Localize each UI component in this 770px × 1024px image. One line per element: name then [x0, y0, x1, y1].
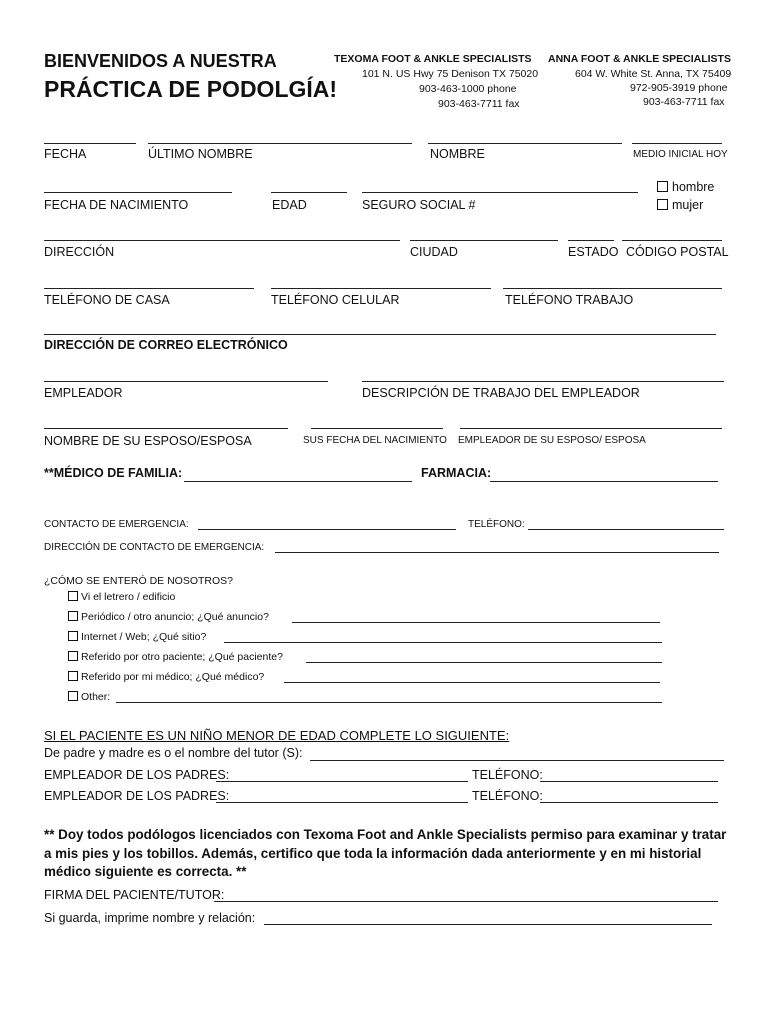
- nombre-label: NOMBRE: [430, 147, 485, 161]
- fecha-line[interactable]: [44, 143, 136, 144]
- checkbox-icon: [68, 591, 78, 601]
- telefono-padres-line-2[interactable]: [540, 802, 718, 803]
- telefono-padres-label-1: TELÉFONO:: [472, 768, 543, 782]
- referral-option-medico[interactable]: [68, 671, 264, 683]
- codigo-postal-label: CÓDIGO POSTAL: [626, 245, 729, 259]
- referral-option-paciente[interactable]: [68, 651, 283, 663]
- office1-fax: 903-463-7711 fax: [438, 98, 520, 110]
- estado-label: ESTADO: [568, 245, 619, 259]
- referral-question: ¿CÓMO SE ENTERÓ DE NOSOTROS?: [44, 575, 234, 587]
- referral-option-letrero[interactable]: [68, 591, 175, 603]
- page-title: PRÁCTICA DE PODOLGÍA!: [44, 76, 338, 102]
- office2-fax: 903-463-7711 fax: [643, 96, 725, 108]
- referral-option-periodico[interactable]: [68, 611, 269, 623]
- mujer-checkbox[interactable]: [657, 198, 703, 212]
- referral-option-label: Referido por mi médico; ¿Qué médico?: [81, 671, 265, 683]
- guarda-line[interactable]: [264, 924, 712, 925]
- other-line[interactable]: [116, 702, 662, 703]
- codigo-postal-line[interactable]: [622, 240, 722, 241]
- esposo-nacimiento-label: SUS FECHA DEL NACIMIENTO: [303, 435, 447, 446]
- referral-option-label: Internet / Web; ¿Qué sitio?: [81, 631, 207, 643]
- telefono-emergencia-label: TELÉFONO:: [468, 519, 525, 530]
- medio-inicial-line[interactable]: [632, 143, 722, 144]
- correo-label: DIRECCIÓN DE CORREO ELECTRÓNICO: [44, 338, 288, 352]
- checkbox-icon: [68, 671, 78, 681]
- farmacia-label: FARMACIA:: [421, 466, 492, 480]
- referral-option-internet[interactable]: [68, 631, 206, 643]
- office2-phone: 972-905-3919 phone: [630, 82, 728, 94]
- checkbox-icon: [68, 611, 78, 621]
- correo-line[interactable]: [44, 334, 716, 335]
- direccion-contacto-line[interactable]: [275, 552, 719, 553]
- medio-inicial-label: MEDIO INICIAL HOY: [633, 149, 728, 160]
- checkbox-icon: [657, 181, 668, 192]
- referral-option-label: Vi el letrero / edificio: [81, 591, 176, 603]
- telefono-padres-line-1[interactable]: [540, 781, 718, 782]
- desc-trabajo-line[interactable]: [362, 381, 724, 382]
- esposo-line[interactable]: [44, 428, 288, 429]
- esposo-empleador-line[interactable]: [460, 428, 722, 429]
- ultimo-nombre-label: ÚLTIMO NOMBRE: [148, 147, 253, 161]
- firma-line[interactable]: [214, 901, 718, 902]
- tel-casa-line[interactable]: [44, 288, 254, 289]
- hombre-label: hombre: [672, 180, 715, 194]
- estado-line[interactable]: [568, 240, 614, 241]
- office1-address: 101 N. US Hwy 75 Denison TX 75020: [362, 68, 539, 80]
- checkbox-icon: [657, 199, 668, 210]
- periodico-line[interactable]: [292, 622, 660, 623]
- farmacia-line[interactable]: [490, 481, 718, 482]
- ultimo-nombre-line[interactable]: [148, 143, 412, 144]
- empleador-padres-line-1[interactable]: [216, 781, 468, 782]
- empleador-padres-label-2: EMPLEADOR DE LOS PADRES:: [44, 789, 230, 803]
- telefono-emergencia-line[interactable]: [528, 529, 724, 530]
- referral-option-label: Referido por otro paciente; ¿Qué paciente?: [81, 651, 283, 663]
- edad-label: EDAD: [272, 198, 307, 212]
- office2-address: 604 W. White St. Anna, TX 75409: [575, 68, 732, 80]
- empleador-line[interactable]: [44, 381, 328, 382]
- esposo-empleador-label: EMPLEADOR DE SU ESPOSO/ ESPOSA: [458, 435, 646, 446]
- fecha-label: FECHA: [44, 147, 87, 161]
- referral-option-label: Periódico / otro anuncio; ¿Qué anuncio?: [81, 611, 269, 623]
- office1-phone: 903-463-1000 phone: [419, 83, 517, 95]
- internet-line[interactable]: [224, 642, 662, 643]
- seguro-social-line[interactable]: [362, 192, 638, 193]
- esposo-label: NOMBRE DE SU ESPOSO/ESPOSA: [44, 434, 252, 448]
- medico-line[interactable]: [184, 481, 412, 482]
- tel-celular-label: TELÉFONO CELULAR: [271, 293, 400, 307]
- fecha-nacimiento-line[interactable]: [44, 192, 232, 193]
- direccion-label: DIRECCIÓN: [44, 245, 115, 259]
- empleador-padres-label-1: EMPLEADOR DE LOS PADRES:: [44, 768, 230, 782]
- tutor-label: De padre y madre es o el nombre del tutor (S):: [44, 746, 303, 760]
- esposo-nacimiento-line[interactable]: [311, 428, 443, 429]
- empleador-padres-line-2[interactable]: [216, 802, 468, 803]
- firma-label: FIRMA DEL PACIENTE/TUTOR:: [44, 888, 225, 902]
- tel-casa-label: TELÉFONO DE CASA: [44, 293, 170, 307]
- title-line-1: BIENVENIDOS A NUESTRA: [44, 51, 277, 71]
- referral-option-label: Other:: [81, 691, 111, 703]
- telefono-padres-label-2: TELÉFONO:: [472, 789, 543, 803]
- consent-text: ** Doy todos podólogos licenciados con Texoma Foot and Ankle Specialists permiso para examinar y tratar a mis pies y los tobillos. Además, certifico que toda la información dada anteriormente y en mi historial médico siguiente es correcta. **: [44, 827, 727, 879]
- checkbox-icon: [68, 691, 78, 701]
- hombre-checkbox[interactable]: [657, 180, 714, 194]
- tel-trabajo-label: TELÉFONO TRABAJO: [505, 293, 634, 307]
- office1-name: TEXOMA FOOT & ANKLE SPECIALISTS: [334, 53, 532, 65]
- contacto-emergencia-label: CONTACTO DE EMERGENCIA:: [44, 519, 189, 530]
- fecha-nacimiento-label: FECHA DE NACIMIENTO: [44, 198, 189, 212]
- checkbox-icon: [68, 651, 78, 661]
- medico-ref-line[interactable]: [284, 682, 660, 683]
- paciente-line[interactable]: [306, 662, 662, 663]
- edad-line[interactable]: [271, 192, 347, 193]
- tel-trabajo-line[interactable]: [503, 288, 722, 289]
- direccion-contacto-label: DIRECCIÓN DE CONTACTO DE EMERGENCIA:: [44, 542, 265, 553]
- minor-heading: SI EL PACIENTE ES UN NIÑO MENOR DE EDAD COMPLETE LO SIGUIENTE:: [44, 728, 510, 743]
- referral-option-other[interactable]: [68, 691, 110, 703]
- nombre-line[interactable]: [428, 143, 622, 144]
- contacto-emergencia-line[interactable]: [198, 529, 456, 530]
- ciudad-line[interactable]: [410, 240, 558, 241]
- tel-celular-line[interactable]: [271, 288, 491, 289]
- direccion-line[interactable]: [44, 240, 400, 241]
- medico-label: **MÉDICO DE FAMILIA:: [44, 466, 183, 480]
- office2-name: ANNA FOOT & ANKLE SPECIALISTS: [548, 53, 731, 65]
- ciudad-label: CIUDAD: [410, 245, 458, 259]
- checkbox-icon: [68, 631, 78, 641]
- desc-trabajo-label: DESCRIPCIÓN DE TRABAJO DEL EMPLEADOR: [362, 386, 640, 400]
- guarda-label: Si guarda, imprime nombre y relación:: [44, 911, 256, 925]
- mujer-label: mujer: [672, 198, 704, 212]
- tutor-line[interactable]: [310, 760, 724, 761]
- seguro-social-label: SEGURO SOCIAL #: [362, 198, 476, 212]
- empleador-label: EMPLEADOR: [44, 386, 123, 400]
